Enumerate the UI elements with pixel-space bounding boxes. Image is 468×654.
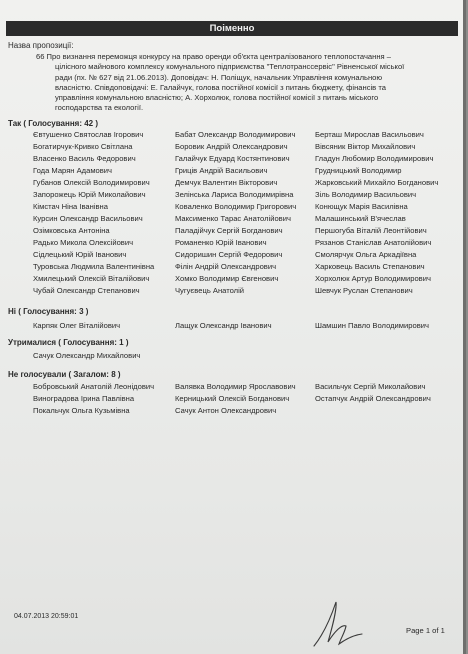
proposal-line: ради (пх. № 627 від 21.06.2013). Доповідач: Н. Поліщук, начальник Управління комунальною xyxy=(55,72,383,82)
voter-name: Романенко Юрій Іванович xyxy=(175,238,267,247)
voter-name: Максименко Тарас Анатолійович xyxy=(175,214,291,223)
yes-column-1 xyxy=(33,129,154,297)
voter-name: Карпяк Олег Віталійович xyxy=(33,321,121,330)
voter-name: Малашинський В'ячеслав xyxy=(315,214,406,223)
yes-column-3 xyxy=(315,129,438,297)
voter-name: Рязанов Станіслав Анатолійович xyxy=(315,238,432,247)
proposal-line: цілісного майнового комплексу комунального підприємства "Теплотранссервіс" Рівненської міської xyxy=(55,62,405,72)
voter-name: Богатирчук-Кривко Світлана xyxy=(33,142,133,151)
voter-name: Коваленко Володимир Григорович xyxy=(175,202,297,211)
voter-name: Гладун Любомир Володимирович xyxy=(315,154,434,163)
proposal-label: Назва пропозиції: xyxy=(8,41,74,50)
proposal-text xyxy=(8,52,456,114)
voter-name: Боровик Андрій Олександрович xyxy=(175,142,288,151)
page-number: Page 1 of 1 xyxy=(406,626,445,635)
page-edge-shadow xyxy=(463,0,466,654)
not-voted-column-2 xyxy=(175,381,296,417)
voter-name: Курсин Олександр Васильович xyxy=(33,214,143,223)
voter-name: Галайчук Едуард Костянтинович xyxy=(175,154,290,163)
voter-name: Сачук Антон Олександрович xyxy=(175,406,277,415)
print-datetime: 04.07.2013 20:59:01 xyxy=(14,613,79,620)
voter-name: Філін Андрій Олександрович xyxy=(175,262,277,271)
voter-name: Хмилецький Олексій Віталійович xyxy=(33,274,150,283)
voter-name: Сачук Олександр Михайлович xyxy=(33,351,141,360)
voter-name: Паладійчук Сергій Богданович xyxy=(175,226,283,235)
voter-name: Покальчук Ольга Кузьмівна xyxy=(33,406,130,415)
abstain-heading: Утрималися ( Голосування: 1 ) xyxy=(8,338,129,347)
voter-name: Смолярчук Ольга Аркадіївна xyxy=(315,250,417,259)
voter-name: Конющук Марія Василівна xyxy=(315,202,408,211)
voter-name: Сідлецький Юрій Іванович xyxy=(33,250,127,259)
voter-name: Чубай Олександр Степанович xyxy=(33,286,140,295)
voter-name: Года Марян Адамович xyxy=(33,166,113,175)
no-heading: Ні ( Голосування: 3 ) xyxy=(8,307,89,316)
voter-name: Берташ Мирослав Васильович xyxy=(315,130,424,139)
voter-name: Туровська Людмила Валентинівна xyxy=(33,262,155,271)
voter-name: Вівсяник Віктор Михайлович xyxy=(315,142,416,151)
voter-name: Першогуба Віталій Леонтійович xyxy=(315,226,427,235)
voter-name: Євтушенко Святослав Ігорович xyxy=(33,130,144,139)
page-title: Поіменно xyxy=(6,21,458,36)
not-voted-column-1 xyxy=(33,381,154,417)
proposal-line: власністю. Співдоповідачі: Е. Галайчук, голова постійної комісії з питань бюджету, фінансів та xyxy=(55,82,386,92)
voter-name: Валявка Володимир Ярославович xyxy=(175,382,296,391)
proposal-line: 66 Про визнання переможця конкурсу на право оренди об'єкта централізованого теплопостачання – xyxy=(36,52,391,61)
voter-name: Керницький Олексій Богданович xyxy=(175,394,290,403)
voter-name: Радько Микола Олексійович xyxy=(33,238,134,247)
voter-name: Харковець Василь Степанович xyxy=(315,262,425,271)
yes-column-2 xyxy=(175,129,296,297)
voter-name: Бобровський Анатолій Леонідович xyxy=(33,382,155,391)
voter-name: Бабат Олександр Володимирович xyxy=(175,130,296,139)
proposal-line: управління комунальною власністю; А. Хорхолюк, голова постійної комісії з питань міського xyxy=(55,93,379,103)
voter-name: Шамшин Павло Володимирович xyxy=(315,321,429,330)
voter-name: Губанов Олексій Володимирович xyxy=(33,178,150,187)
voter-name: Власенко Василь Федорович xyxy=(33,154,136,163)
voter-name: Гриців Андрій Васильович xyxy=(175,166,268,175)
voter-name: Шевчук Руслан Степанович xyxy=(315,286,413,295)
voter-name: Остапчук Андрій Олександрович xyxy=(315,394,431,403)
signature-mark xyxy=(308,598,368,650)
voter-name: Чугуєвець Анатолій xyxy=(175,286,245,295)
voter-name: Хорхолюк Артур Володимирович xyxy=(315,274,431,283)
voter-name: Зелінська Лариса Володимирівна xyxy=(175,190,294,199)
voter-name: Запорожець Юрій Миколайович xyxy=(33,190,146,199)
not-voted-column-3 xyxy=(315,381,431,405)
voter-name: Грудницький Володимир xyxy=(315,166,402,175)
yes-heading: Так ( Голосування: 42 ) xyxy=(8,119,98,128)
not-voted-heading: Не голосували ( Загалом: 8 ) xyxy=(8,370,121,379)
voter-name: Хомко Володимир Євгенович xyxy=(175,274,279,283)
voter-name: Васильчук Сергій Миколайович xyxy=(315,382,426,391)
voter-name: Кімстач Ніна Іванівна xyxy=(33,202,108,211)
voter-name: Зіль Володимир Васильович xyxy=(315,190,417,199)
voter-name: Жарковський Михайло Богданович xyxy=(315,178,439,187)
voter-name: Лащук Олександр Іванович xyxy=(175,321,272,330)
voter-name: Виноградова Ірина Павлівна xyxy=(33,394,135,403)
proposal-line: господарства та екології. xyxy=(55,103,144,113)
voter-name: Озімковська Антоніна xyxy=(33,226,110,235)
voter-name: Сидоришин Сергій Федорович xyxy=(175,250,283,259)
voter-name: Демчук Валентин Вікторович xyxy=(175,178,278,187)
